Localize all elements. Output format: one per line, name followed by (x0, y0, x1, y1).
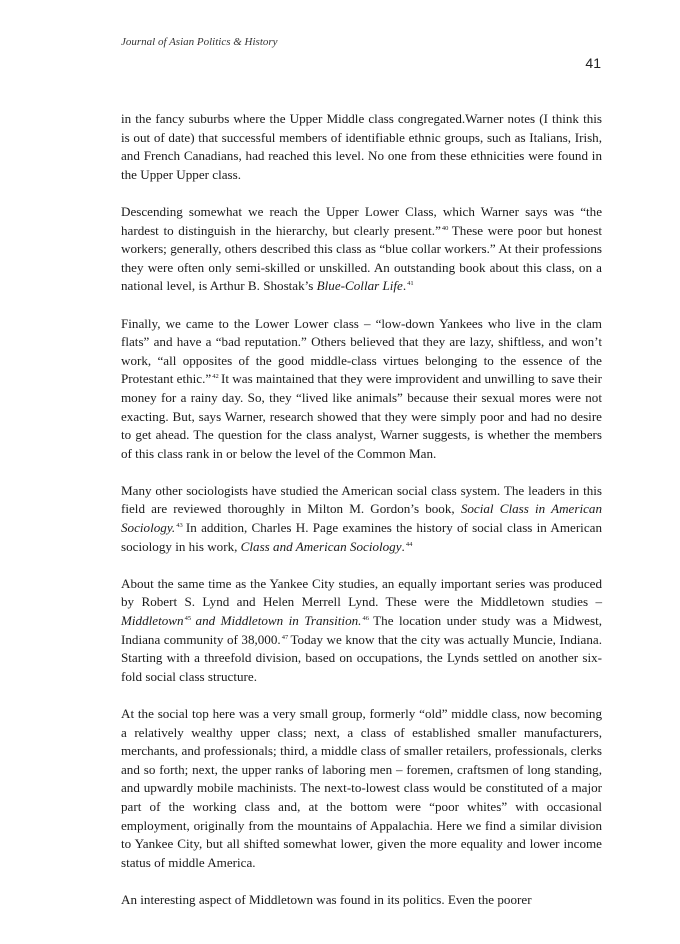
body-text (121, 110, 602, 928)
paragraph-six-fold-structure: At the social top here was a very small group, formerly “old” middle class, now becoming a relatively wealthy upper class; next, a class of established smaller manufacturers, merchants, and professionals; third, a middle class of smaller retailers, professionals, clerks and so forth; next, the upper ranks of laboring men – foremen, craftsmen of long standing, and upwardly mobile machinists. The next-to-lowest class would be constituted of a major part of the working class and, at the bottom were “poor whites” with occasional employment, originally from the mountains of Appalachia. Here we find a similar division to Yankee City, but all shifted somewhat lower, given the more equality and lower income status of middle America. (121, 706, 602, 870)
paragraph-lower-lower: Finally, we came to the Lower Lower class – “low-down Yankees who live in the clam flats” and have a “bad reputation.” Others believed that they are lazy, shiftless, and won’t work, “all opposites of the good middle-class virtues belonging to the essence of the Protestant ethic.”$^{42}$ It was maintained that they were improvident and unwilling to save their money for a rainy day. So, they “lived like animals” because their sexual mores were not exacting. But, says Warner, research showed that they were simply poor and had no desire to get ahead. The question for the class analyst, Warner suggests, is whether the members of this class rank in or below the level of the Common Man. (121, 315, 602, 461)
page-number: 41 (585, 55, 601, 71)
footnote-ref: 47 (281, 633, 289, 641)
footnote-ref: 45 (184, 615, 192, 623)
book-title: Social Class in American Sociology. (121, 501, 602, 536)
footnote-ref: 46 (362, 615, 369, 623)
paragraph-middletown-studies: About the same time as the Yankee City studies, an equally important series was produced by Robert S. Lynd and Helen Merrell Lynd. These were the Middletown studies – Middletown$^{45}$ and Middletown in Transition.$^{46}$ The location under study was a Midwest, Indiana community of 38,000.47 Today we know that the city was actually Muncie, Indiana. Starting with a threefold division, based on occupations, the Lynds settled on another six-fold social class structure. (121, 575, 602, 684)
book-title: Class and American Sociology (240, 538, 402, 554)
running-header-journal-title: Journal of Asian Politics & History (121, 36, 278, 48)
footnote-ref: 44 (405, 540, 413, 548)
book-title: and Middletown in Transition. (190, 613, 362, 629)
footnote-ref: 42 (212, 373, 219, 381)
paragraph-upper-middle: in the fancy suburbs where the Upper Middle class congregated.Warner notes (I think this is out of date) that successful members of identifiable ethnic groups, such as Italians, Irish, and French Canadians, had reached this level. No one from these ethnicities were found in the Upper Upper class. (121, 111, 602, 182)
paragraph-politics: An interesting aspect of Middletown was found in its politics. Even the poorer (121, 891, 532, 907)
footnote-ref: 41 (407, 280, 414, 288)
footnote-ref: 40 (441, 224, 449, 232)
book-title: Middletown (121, 613, 184, 629)
footnote-ref: 43 (176, 522, 183, 530)
paragraph-upper-lower: Descending somewhat we reach the Upper Lower Class, which Warner says was “the hardest to distinguish in the hierarchy, but clearly present.”$^{40}$ These were poor but honest workers; generally, others described this class as “blue collar workers.” At their professions they were often only semi-skilled or unskilled. An outstanding book about this class, on a national level, is Arthur B. Shostak’s Blue-Collar Life.$^{41}$ (121, 203, 602, 294)
book-title: Blue-Collar Life (316, 278, 403, 294)
paragraph-other-sociologists: Many other sociologists have studied the American social class system. The leaders in this field are reviewed thoroughly in Milton M. Gordon’s book, Social Class in American Sociology.$^{43}$ In addition, Charles H. Page examines the history of social class in American sociology in his work, Class and American Sociology.$^{44}$ (121, 482, 602, 554)
